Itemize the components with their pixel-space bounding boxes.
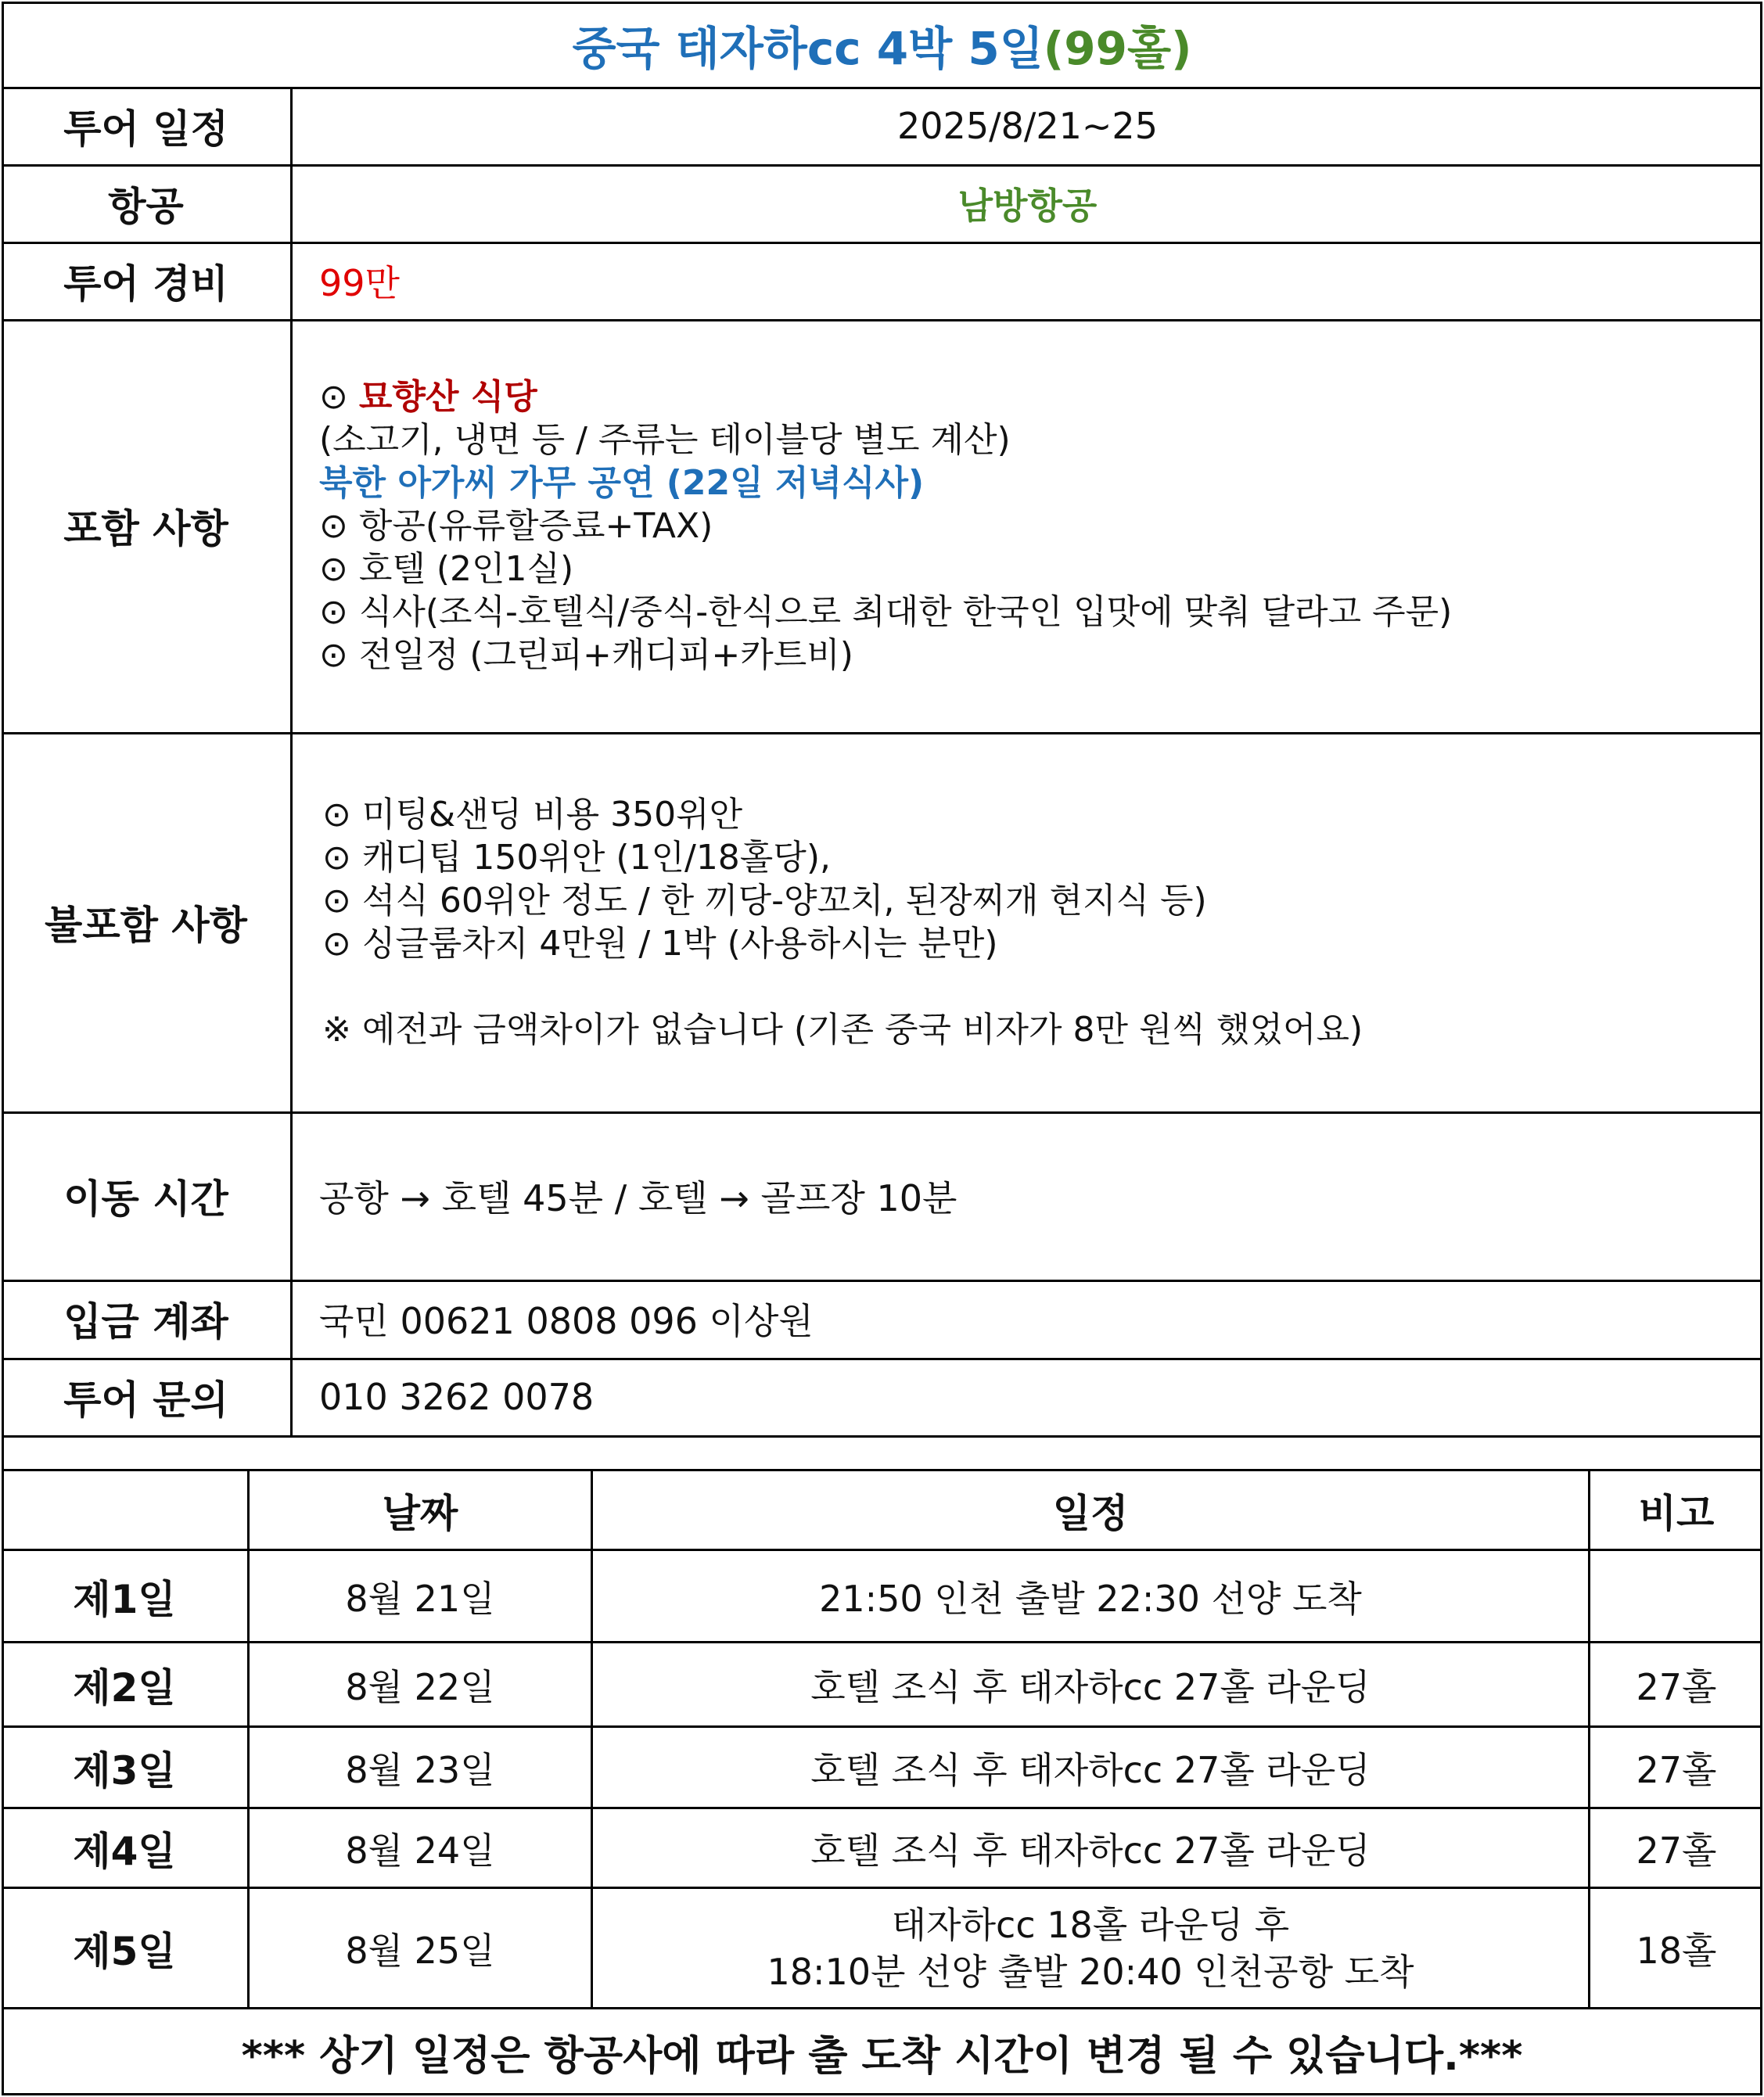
cost-label: 투어 경비 [63, 260, 228, 307]
schedule-plan [593, 1889, 1588, 2007]
schedule-day: 제2일 [73, 1664, 176, 1711]
schedule-date: 8월 21일 [345, 1577, 495, 1620]
excluded-note: ※ 예전과 금액차이가 없습니다 (기존 중국 비자가 8만 원씩 했었어요) [322, 1009, 1363, 1050]
schedule-header-note: 비고 [1638, 1490, 1715, 1536]
schedule-plan: 호텔 조식 후 태자하cc 27홀 라운딩 [810, 1748, 1371, 1791]
schedule-day: 제5일 [73, 1928, 176, 1974]
schedule-plan-line: 태자하cc 18홀 라운딩 후 [891, 1903, 1290, 1946]
footer-notice: *** 상기 일정은 항공사에 따라 출 도착 시간이 변경 될 수 있습니다.*** [241, 2032, 1523, 2080]
title-main: 중국 태자하cc 4박 5일 [572, 21, 1044, 75]
schedule-header-date: 날짜 [382, 1490, 458, 1536]
schedule-note: 27홀 [1636, 1665, 1717, 1708]
included-item: ⊙ 묘향산 식당 [319, 376, 537, 417]
schedule-header-plan: 일정 [1052, 1490, 1129, 1536]
cost-value: 99만 [319, 261, 400, 304]
schedule-note: 18홀 [1636, 1929, 1717, 1972]
page-title [2, 2, 1762, 87]
airline-value: 남방항공 [957, 184, 1098, 227]
included-item: ⊙ 식사(조식-호텔식/중식-한식으로 최대한 한국인 입맛에 맞춰 달라고 주문) [319, 591, 1453, 632]
included-item: ⊙ 항공(유류할증료+TAX) [319, 505, 713, 546]
excluded-item: ⊙ 석식 60위안 정도 / 한 끼당-양꼬치, 된장찌개 현지식 등) [322, 880, 1207, 921]
account-value: 국민 00621 0808 096 이상원 [319, 1300, 814, 1342]
inquiry-label: 투어 문의 [63, 1377, 228, 1423]
schedule-date: 8월 25일 [345, 1929, 495, 1972]
schedule-day: 제3일 [73, 1747, 176, 1794]
included-item: 북한 아가씨 가무 공연 (22일 저녁식사) [319, 462, 925, 503]
schedule-note [1590, 1551, 1762, 1641]
schedule-plan: 호텔 조식 후 태자하cc 27홀 라운딩 [810, 1829, 1371, 1872]
title-holes: (99홀) [1043, 21, 1192, 75]
tour-dates-label: 투어 일정 [63, 106, 228, 152]
airline-label: 항공 [108, 183, 184, 229]
included-label: 포함 사항 [63, 506, 228, 551]
schedule-header-day [2, 1471, 247, 1549]
excluded-item: ⊙ 미팅&샌딩 비용 350위안 [322, 794, 743, 835]
schedule-day: 제1일 [73, 1576, 176, 1622]
included-item: (소고기, 냉면 등 / 주류는 테이블당 별도 계산) [319, 419, 1011, 460]
excluded-item: ⊙ 캐디팁 150위안 (1인/18홀당), [322, 837, 831, 878]
included-item: ⊙ 전일정 (그린피+캐디피+카트비) [319, 634, 853, 675]
tour-dates-value: 2025/8/21~25 [897, 104, 1158, 147]
schedule-note: 27홀 [1636, 1748, 1717, 1791]
included-item: ⊙ 호텔 (2인1실) [319, 548, 574, 589]
schedule-note: 27홀 [1636, 1829, 1717, 1872]
excluded-label: 불포함 사항 [45, 902, 247, 948]
excluded-item: ⊙ 싱글룸차지 4만원 / 1박 (사용하시는 분만) [322, 923, 998, 964]
excluded-list [293, 732, 1762, 1111]
schedule-date: 8월 23일 [345, 1748, 495, 1791]
inquiry-value: 010 3262 0078 [319, 1375, 595, 1418]
schedule-date: 8월 22일 [345, 1665, 495, 1708]
schedule-plan-line: 18:10분 선양 출발 20:40 인천공항 도착 [767, 1950, 1414, 1993]
transfer-value: 공항 → 호텔 45분 / 호텔 → 골프장 10분 [319, 1176, 957, 1219]
schedule-day: 제4일 [73, 1828, 176, 1874]
included-list [293, 319, 1762, 732]
transfer-label: 이동 시간 [63, 1176, 228, 1222]
schedule-date: 8월 24일 [345, 1829, 495, 1872]
schedule-plan: 21:50 인천 출발 22:30 선양 도착 [819, 1577, 1362, 1620]
schedule-plan: 호텔 조식 후 태자하cc 27홀 라운딩 [810, 1665, 1371, 1708]
account-label: 입금 계좌 [63, 1299, 228, 1345]
